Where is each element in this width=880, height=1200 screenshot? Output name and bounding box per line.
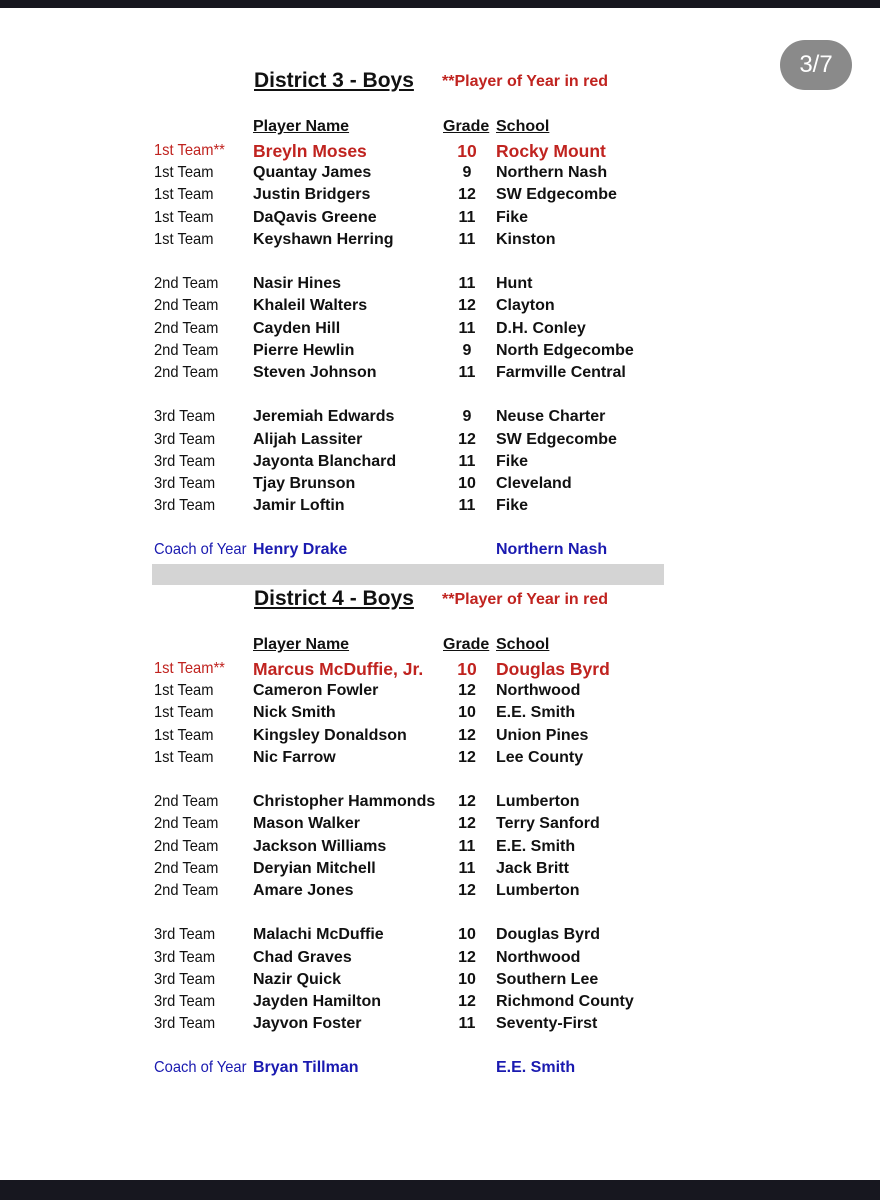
player-row xyxy=(0,969,880,991)
district-title: District 4 - Boys xyxy=(254,587,414,610)
player-name: Pierre Hewlin xyxy=(253,341,355,359)
player-row xyxy=(0,207,880,229)
team-label: 2nd Team xyxy=(154,837,219,855)
player-school: Jack Britt xyxy=(496,859,569,877)
player-school: Cleveland xyxy=(496,475,572,492)
header-player-name: Player Name xyxy=(253,118,350,135)
page-counter-badge: 3/7 xyxy=(780,40,852,90)
player-of-year-note: **Player of Year in red xyxy=(442,591,609,608)
player-of-year-note: **Player of Year in red xyxy=(442,73,609,90)
player-name: Cameron Fowler xyxy=(253,682,379,700)
player-name: Nic Farrow xyxy=(253,748,336,766)
player-school: Northern Nash xyxy=(496,164,608,182)
coach-name: Henry Drake xyxy=(253,540,348,558)
player-grade: 12 xyxy=(458,186,476,204)
player-grade: 12 xyxy=(458,793,476,811)
player-row xyxy=(0,362,880,384)
player-name: Marcus McDuffie, Jr. xyxy=(253,659,424,679)
team-label: 2nd Team xyxy=(154,859,219,877)
section-divider xyxy=(152,564,664,585)
player-school: Northwood xyxy=(496,682,581,700)
player-school: E.E. Smith xyxy=(496,704,576,722)
team-label: 2nd Team xyxy=(154,275,219,293)
team-label: 2nd Team xyxy=(154,297,219,315)
player-school: Union Pines xyxy=(496,726,589,744)
player-school: Lumberton xyxy=(496,793,580,811)
team-label: 2nd Team xyxy=(154,364,219,381)
player-row xyxy=(0,162,880,184)
player-school: Neuse Charter xyxy=(496,408,606,426)
player-grade: 12 xyxy=(458,430,476,448)
player-row xyxy=(0,924,880,946)
player-grade: 11 xyxy=(458,208,476,226)
player-school: SW Edgecombe xyxy=(496,430,617,448)
header-grade: Grade xyxy=(443,118,490,135)
player-grade: 11 xyxy=(458,319,476,337)
player-grade: 12 xyxy=(458,748,476,766)
coach-of-year-row xyxy=(0,1057,880,1079)
player-row xyxy=(0,813,880,835)
player-school: Fike xyxy=(496,452,529,470)
team-label: 1st Team xyxy=(154,186,214,204)
player-name: Jayonta Blanchard xyxy=(253,452,397,470)
player-grade: 11 xyxy=(458,1015,476,1033)
column-headers xyxy=(0,636,880,658)
header-school: School xyxy=(496,118,550,135)
player-name: Breyln Moses xyxy=(253,141,367,161)
coach-name: Bryan Tillman xyxy=(253,1058,359,1076)
player-grade: 9 xyxy=(462,164,472,182)
player-grade: 11 xyxy=(458,497,476,515)
header-player-name: Player Name xyxy=(253,636,350,653)
team-label: 3rd Team xyxy=(154,993,216,1010)
player-grade: 10 xyxy=(457,659,477,679)
team-label: 1st Team xyxy=(154,726,214,744)
player-school: SW Edgecombe xyxy=(496,186,617,204)
player-row xyxy=(0,429,880,451)
player-name: Amare Jones xyxy=(253,882,354,899)
player-grade: 11 xyxy=(458,452,476,470)
player-school: Douglas Byrd xyxy=(496,926,601,944)
player-grade: 9 xyxy=(462,341,472,359)
player-row xyxy=(0,495,880,517)
player-name: Nazir Quick xyxy=(253,970,342,988)
player-row xyxy=(0,658,880,680)
player-grade: 12 xyxy=(458,882,476,899)
column-headers xyxy=(0,118,880,140)
player-school: Clayton xyxy=(496,297,555,315)
player-row xyxy=(0,273,880,295)
district-title: District 3 - Boys xyxy=(254,69,414,92)
team-label: 3rd Team xyxy=(154,1015,216,1033)
player-name: Jamir Loftin xyxy=(253,497,345,515)
player-row xyxy=(0,473,880,495)
player-name: Jayden Hamilton xyxy=(253,993,382,1010)
player-grade: 12 xyxy=(458,297,476,315)
player-school: Kinston xyxy=(496,230,556,248)
player-row xyxy=(0,140,880,162)
player-row xyxy=(0,947,880,969)
player-name: DaQavis Greene xyxy=(253,208,377,226)
player-row xyxy=(0,406,880,428)
player-school: Seventy-First xyxy=(496,1015,598,1033)
team-label: 3rd Team xyxy=(154,497,216,515)
player-name: Quantay James xyxy=(253,164,372,182)
player-row xyxy=(0,880,880,902)
player-grade: 12 xyxy=(458,726,476,744)
team-label: 1st Team xyxy=(154,230,214,248)
player-row xyxy=(0,451,880,473)
coach-school: E.E. Smith xyxy=(496,1058,576,1076)
player-school: North Edgecombe xyxy=(496,341,634,359)
player-name: Steven Johnson xyxy=(253,364,377,381)
team-label: 3rd Team xyxy=(154,452,216,470)
coach-label: Coach of Year xyxy=(154,1058,247,1076)
player-row xyxy=(0,836,880,858)
team-label: 1st Team xyxy=(154,208,214,226)
team-label: 2nd Team xyxy=(154,319,219,337)
player-name: Jeremiah Edwards xyxy=(253,408,395,426)
player-grade: 11 xyxy=(458,364,476,381)
player-grade: 11 xyxy=(458,837,476,855)
player-grade: 11 xyxy=(458,275,476,293)
player-row xyxy=(0,858,880,880)
player-school: Lumberton xyxy=(496,882,580,899)
player-name: Malachi McDuffie xyxy=(253,926,384,944)
team-label: 3rd Team xyxy=(154,926,216,944)
player-grade: 12 xyxy=(458,993,476,1010)
top-bar xyxy=(0,0,880,8)
player-name: Cayden Hill xyxy=(253,319,341,337)
player-school: Douglas Byrd xyxy=(496,659,610,679)
player-grade: 9 xyxy=(462,408,472,426)
player-school: Northwood xyxy=(496,948,581,966)
coach-school: Northern Nash xyxy=(496,540,608,558)
player-name: Nasir Hines xyxy=(253,275,342,293)
team-label: 1st Team** xyxy=(154,660,225,677)
player-row xyxy=(0,295,880,317)
player-row xyxy=(0,340,880,362)
team-label: 1st Team xyxy=(154,164,214,182)
player-name: Jayvon Foster xyxy=(253,1015,362,1033)
player-row xyxy=(0,680,880,702)
coach-of-year-row xyxy=(0,539,880,561)
player-name: Keyshawn Herring xyxy=(253,230,394,248)
player-name: Justin Bridgers xyxy=(253,186,371,204)
player-row xyxy=(0,702,880,724)
team-label: 3rd Team xyxy=(154,430,216,448)
player-grade: 12 xyxy=(458,682,476,700)
player-name: Christopher Hammonds xyxy=(253,793,436,811)
player-grade: 11 xyxy=(458,230,476,248)
player-grade: 12 xyxy=(458,948,476,966)
team-label: 1st Team** xyxy=(154,142,225,159)
player-row xyxy=(0,747,880,769)
bottom-bar xyxy=(0,1180,880,1200)
player-grade: 10 xyxy=(457,141,477,161)
player-row xyxy=(0,991,880,1013)
player-name: Chad Graves xyxy=(253,948,352,966)
player-row xyxy=(0,791,880,813)
player-grade: 10 xyxy=(458,475,476,492)
coach-label: Coach of Year xyxy=(154,540,247,558)
team-label: 1st Team xyxy=(154,682,214,700)
player-grade: 10 xyxy=(458,704,476,722)
player-school: Farmville Central xyxy=(496,364,626,381)
player-school: Richmond County xyxy=(496,993,634,1010)
player-grade: 12 xyxy=(458,815,476,833)
team-label: 1st Team xyxy=(154,748,214,766)
player-grade: 11 xyxy=(458,859,476,877)
team-label: 3rd Team xyxy=(154,948,216,966)
player-school: E.E. Smith xyxy=(496,837,576,855)
player-row xyxy=(0,1013,880,1035)
team-label: 2nd Team xyxy=(154,815,219,833)
player-name: Mason Walker xyxy=(253,815,360,833)
player-name: Nick Smith xyxy=(253,704,336,722)
team-label: 2nd Team xyxy=(154,882,219,899)
player-name: Jackson Williams xyxy=(253,837,387,855)
team-label: 3rd Team xyxy=(154,408,216,426)
header-grade: Grade xyxy=(443,636,490,653)
player-name: Deryian Mitchell xyxy=(253,859,376,877)
team-label: 2nd Team xyxy=(154,341,219,359)
player-school: Fike xyxy=(496,497,529,515)
player-school: Lee County xyxy=(496,748,584,766)
player-name: Tjay Brunson xyxy=(253,475,356,492)
player-school: Southern Lee xyxy=(496,970,599,988)
team-label: 1st Team xyxy=(154,704,214,722)
player-school: Fike xyxy=(496,208,529,226)
player-name: Alijah Lassiter xyxy=(253,430,363,448)
team-label: 3rd Team xyxy=(154,970,216,988)
header-school: School xyxy=(496,636,550,653)
player-school: D.H. Conley xyxy=(496,319,586,337)
player-row xyxy=(0,229,880,251)
player-row xyxy=(0,725,880,747)
player-grade: 10 xyxy=(458,926,476,944)
player-row xyxy=(0,184,880,206)
player-grade: 10 xyxy=(458,970,476,988)
player-name: Khaleil Walters xyxy=(253,297,368,315)
team-label: 3rd Team xyxy=(154,475,216,492)
team-label: 2nd Team xyxy=(154,793,219,811)
player-school: Hunt xyxy=(496,275,533,293)
player-row xyxy=(0,318,880,340)
player-name: Kingsley Donaldson xyxy=(253,726,407,744)
player-school: Rocky Mount xyxy=(496,141,606,161)
player-school: Terry Sanford xyxy=(496,815,600,833)
